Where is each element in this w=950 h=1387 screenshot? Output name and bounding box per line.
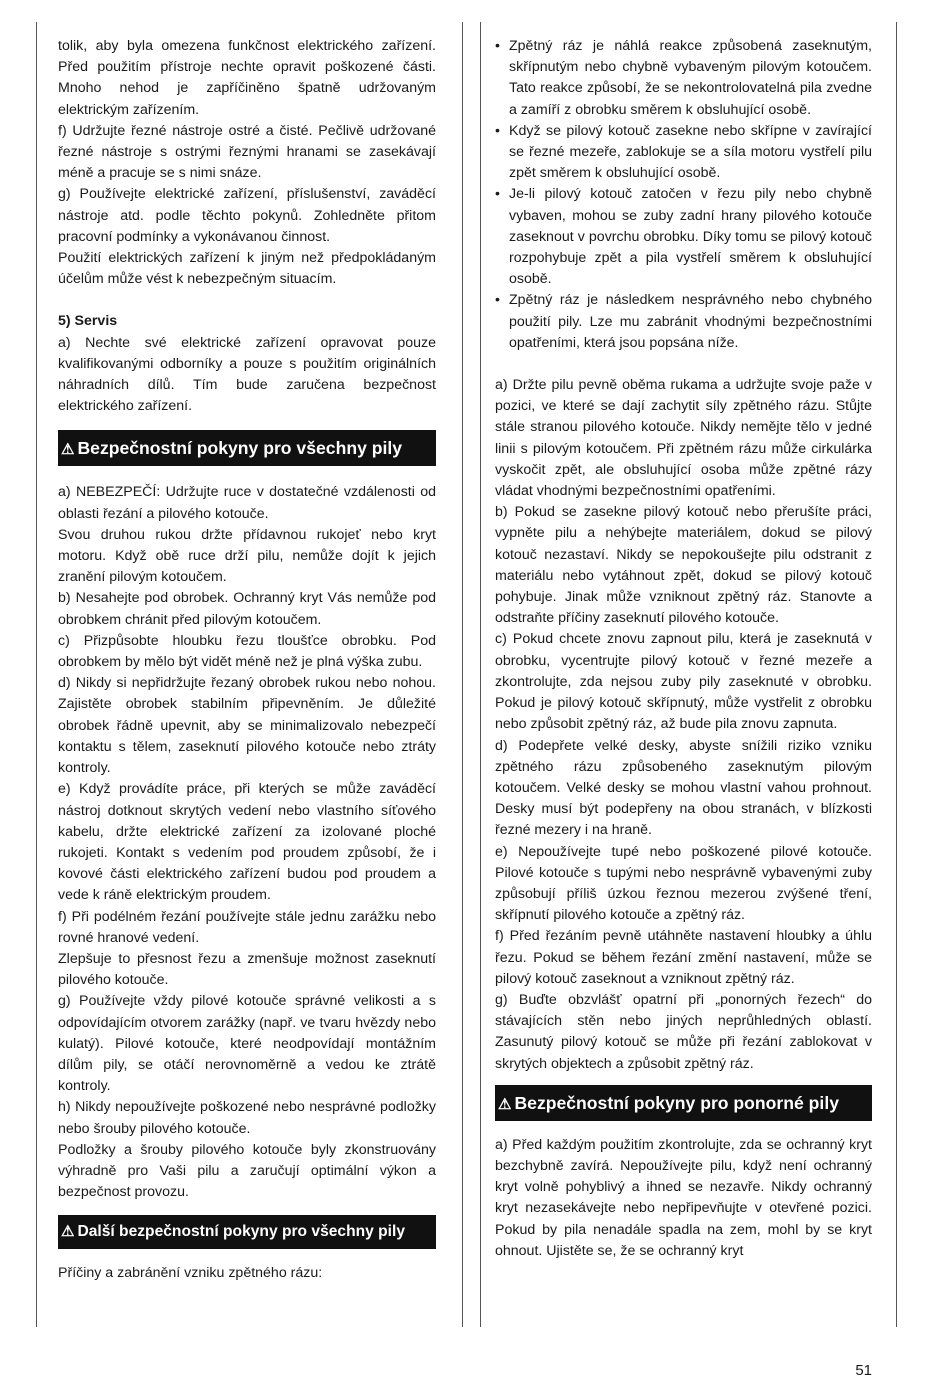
paragraph: f) Při podélném řezání používejte stále jednu zarážku nebo rovné hranové vedení. bbox=[58, 908, 436, 946]
paragraph: g) Buďte obzvlášť opatrní při „ponorných řezech“ do stávajících stěn nebo jiných neprůhledných oblastí. Zasunutý pilový kotouč se může při řezání zablokovat v skrytých objektech a způsobit zpětný ráz. bbox=[495, 991, 872, 1072]
paragraph: Použití elektrických zařízení k jiným než předpokládaným účelům může vést k nebezpečným situacím. bbox=[58, 250, 436, 288]
right-margin-rule bbox=[896, 22, 897, 1327]
paragraph: e) Nepoužívejte tupé nebo poškozené pilové kotouče. Pilové kotouče s tupými nebo nesprávně vybavenými zuby způsobují příliš úzkou řeznou mezerou zvýšené tření, skřípnutí pilového kotouče a zpětný ráz. bbox=[495, 843, 872, 924]
paragraph: a) NEBEZPEČÍ: Udržujte ruce v dostatečné vzdálenosti od oblasti řezání a pilového kotouče. bbox=[58, 484, 436, 522]
servis-heading: 5) Servis bbox=[58, 313, 118, 330]
list-item: • Zpětný ráz je náhlá reakce způsobená zaseknutým, skřípnutým nebo chybně vybaveným pilovým kotoučem. Tato reakce způsobí, že se nekontrolovatelná pila zvedne a zamíří z obrobku směrem k obsluhující osobě. bbox=[495, 36, 872, 121]
paragraph: c) Přizpůsobte hloubku řezu tloušťce obrobku. Pod obrobkem by mělo být vidět méně než je plná výška zubu. bbox=[58, 632, 436, 671]
warning-icon: ⚠ bbox=[61, 441, 75, 459]
left-margin-rule bbox=[36, 22, 37, 1327]
paragraph: f) Před řezáním pevně utáhněte nastavení hloubky a úhlu řezu. Pokud se během řezání změní nastavení, může se pilový kotouč zaseknout a vzniknout zpětný ráz. bbox=[495, 928, 872, 987]
paragraph: a) Držte pilu pevně oběma rukama a udržujte svoje paže v pozici, ve které se dají zachytit síly zpětného rázu. Stůjte stále stranou pilového kotouče. Nikdy nemějte tělo v jedné linii s pilovým kotoučem. Při zpětném rázu může cirkulárka vyskočit zpět, ale obsluhující osoba může zpětné rázy vládat vhodnými bezpečnostními opatřeními. bbox=[495, 377, 872, 500]
column-divider-right bbox=[480, 22, 481, 1327]
warning-icon: ⚠ bbox=[61, 1223, 75, 1241]
paragraph: c) Pokud chcete znovu zapnout pilu, která je zaseknutá v obrobku, vycentrujte pilový kotouč v řezné mezeře a zkontrolujte, zda nejsou zuby pily zaseknuté v obrobku. Pokud je pilový kotouč skřípnutý, může vystřelit z obrobku nebo způsobit zpětný ráz, až bude pila znovu zapnuta. bbox=[495, 631, 872, 733]
paragraph: a) Před každým použitím zkontrolujte, zda se ochranný kryt bezchybně zavírá. Nepoužívejte pilu, když není ochranný kryt volně pohyblivý a ihned se nezavře. Nikdy ochranný kryt nezasekávejte nebo nepřipevňujte v otevřené pozici. Pokud by pila nenadále spadla na zem, mohl by se kryt ohnout. Ujistěte se, že se ochranný kryt bbox=[495, 1136, 872, 1259]
paragraph: Zlepšuje to přesnost řezu a zmenšuje možnost zaseknutí pilového kotouče. bbox=[58, 950, 436, 989]
paragraph: Svou druhou rukou držte přídavnou rukojeť nebo kryt motoru. Když obě ruce drží pilu, nemůže dojít k jejich zranění pilovým kotoučem. bbox=[58, 526, 436, 586]
section-title: Bezpečnostní pokyny pro ponorné pily bbox=[514, 1092, 839, 1113]
warning-icon: ⚠ bbox=[498, 1095, 512, 1113]
paragraph: Podložky a šrouby pilového kotouče byly zkonstruovány výhradně pro Vaši pilu a zaručují optimální výkon a bezpečnost provozu. bbox=[58, 1141, 436, 1201]
list-item: • Je-li pilový kotouč zatočen v řezu pily nebo chybně vybaven, mohou se zuby zadní hrany pilového kotouče zaseknout v povrchu obrobku. Díky tomu se pilový kotouč rozpohybuje zpět a pila vystřelí směrem k obsluhující osobě. bbox=[495, 184, 872, 290]
page-number: 51 bbox=[855, 1362, 872, 1379]
section-heading-plunge-saws bbox=[495, 1085, 872, 1121]
list-item: • Když se pilový kotouč zasekne nebo skřípne v zavírající se řezné mezeře, zablokuje se a síla motoru vystřelí pilu zpět směrem k obsluhující osobě. bbox=[495, 121, 872, 185]
paragraph: g) Používejte vždy pilové kotouče správné velikosti a s odpovídajícím otvorem zarážky (např. ve tvaru hvězdy nebo kulatý). Pilové kotouče, které neodpovídají montážním dílům pily, se otáčí nerovnoměrně a vedou ke ztrátě kontroly. bbox=[58, 993, 436, 1095]
section-title: Bezpečnostní pokyny pro všechny pily bbox=[77, 438, 403, 459]
paragraph: b) Nesahejte pod obrobek. Ochranný kryt Vás nemůže pod obrobkem chránit před pilovým kotoučem. bbox=[58, 590, 436, 628]
column-divider-left bbox=[462, 22, 463, 1327]
paragraph: tolik, aby byla omezena funkčnost elektrického zařízení. Před použitím přístroje nechte opravit poškozené části. Mnoho nehod je zapříčiněno špatně udržovaným elektrickým zařízením. bbox=[58, 38, 436, 118]
paragraph: b) Pokud se zasekne pilový kotouč nebo přerušíte práci, vypněte pilu a nehýbejte materiálem, dokud se pilový kotouč nezastaví. Nikdy se nepokoušejte pilu odstranit z materiálu nebo vytáhnout zpět, dokud se pilový kotouč pohybuje. Jinak může vzniknout zpětný ráz. Stanovte a odstraňte příčiny zaseknutí pilového kotouče. bbox=[495, 504, 872, 627]
paragraph: d) Podepřete velké desky, abyste snížili riziko vzniku zpětného rázu způsobeného zaseknutým pilovým kotoučem. Velké desky se mohou vlastní vahou prohnout. Desky musí být podepřeny na obou stranách, v blízkosti řezné mezery i na hraně. bbox=[495, 737, 872, 839]
kickback-bullet-list bbox=[495, 36, 872, 354]
list-item: • Zpětný ráz je následkem nesprávného nebo chybného použití pily. Lze mu zabránit vhodnými bezpečnostními opatřeními, která jsou popsána níže. bbox=[495, 290, 872, 354]
section-heading-all-saws bbox=[58, 430, 436, 466]
paragraph: a) Nechte své elektrické zařízení opravovat pouze kvalifikovanými odborníky a pouze s použitím originálních náhradních dílů. Tím bude zaručena bezpečnost elektrického zařízení. bbox=[58, 334, 436, 415]
left-column bbox=[58, 36, 436, 1285]
paragraph: g) Používejte elektrické zařízení, příslušenství, zaváděcí nástroje atd. podle těchto pokynů. Zohledněte přitom pracovní podmínky a vykonávanou činnost. bbox=[58, 186, 436, 245]
right-column bbox=[495, 36, 872, 1262]
section-heading-more-all-saws bbox=[58, 1215, 436, 1249]
section-title: Další bezpečnostní pokyny pro všechny pily bbox=[77, 1223, 406, 1241]
paragraph: f) Udržujte řezné nástroje ostré a čisté. Pečlivě udržované řezné nástroje s ostrými řeznými hranami se zasekávají méně a pracuje se s nimi snáze. bbox=[58, 122, 436, 182]
paragraph: Příčiny a zabránění vzniku zpětného rázu: bbox=[58, 1265, 323, 1282]
paragraph: e) Když provádíte práce, při kterých se může zaváděcí nástroj dotknout skrytých vedení nebo vlastního síťového kabelu, držte elektrické zařízení za izolované ploché rukojeti. Kontakt s vedením pod proudem způsobí, že i kovové části elektrického zařízení budou pod proudem a vede k ráně elektrickým proudem. bbox=[58, 781, 436, 904]
paragraph: h) Nikdy nepoužívejte poškozené nebo nesprávné podložky nebo šrouby pilového kotouče. bbox=[58, 1099, 436, 1137]
paragraph: d) Nikdy si nepřidržujte řezaný obrobek rukou nebo nohou. Zajistěte obrobek stabilním připevněním. Je důležité obrobek řádně upevnit, aby se minimalizovalo nebezpečí kontaktu s tělem, zaseknutí pilového kotouče nebo ztráty kontroly. bbox=[58, 675, 436, 777]
